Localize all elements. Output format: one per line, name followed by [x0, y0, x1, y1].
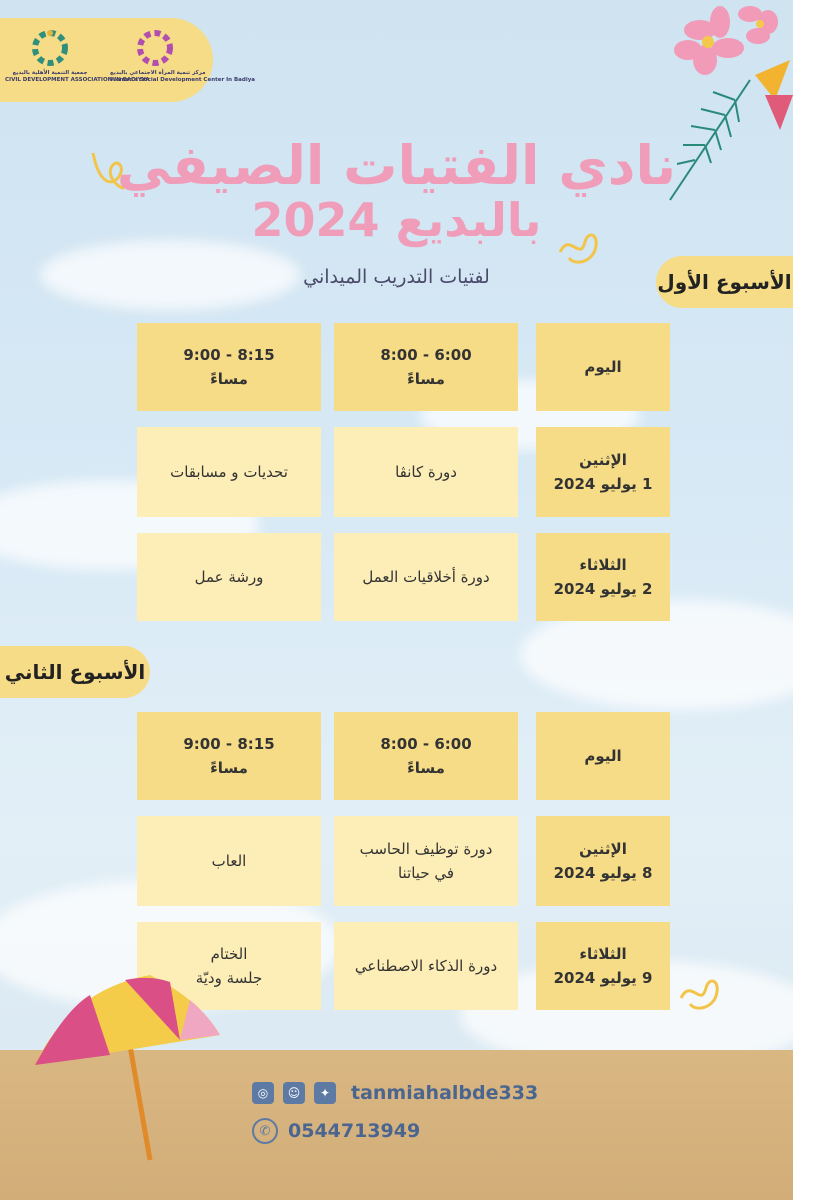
header-slot1-period: مساءً [407, 370, 445, 388]
header-slot2-period: مساءً [210, 759, 248, 777]
header-day-label: اليوم [584, 747, 622, 765]
day-date: 9 يوليو 2024 [553, 969, 653, 987]
swirl-decoration-icon [676, 968, 726, 1018]
page-title-line1: نادي الفتيات الصيفي [116, 134, 677, 197]
day-name: الإثنين [579, 451, 627, 469]
beach-umbrella-icon [30, 970, 230, 1170]
day-cell [536, 427, 670, 517]
header-slot1-period: مساءً [407, 759, 445, 777]
day-name: الثلاثاء [579, 945, 627, 963]
logo-caption-ar: مركز تنمية المرأة الاجتماعي بالبديع [110, 70, 206, 76]
header-slot2-period: مساءً [210, 370, 248, 388]
day-date: 8 يوليو 2024 [553, 864, 653, 882]
day-cell [536, 816, 670, 906]
header-day-label: اليوم [584, 358, 622, 376]
header-slot1-time: 6:00 - 8:00 [380, 735, 472, 753]
activity-label: الختام [210, 945, 248, 963]
snapchat-icon[interactable]: ☺ [283, 1082, 305, 1104]
page-subtitle: لفتيات التدريب الميداني [303, 266, 490, 288]
twitter-icon[interactable]: ✦ [314, 1082, 336, 1104]
day-cell [536, 922, 670, 1010]
instagram-icon[interactable]: ◎ [252, 1082, 274, 1104]
week1-label: الأسبوع الأول [656, 256, 793, 308]
activity-cell [137, 816, 321, 906]
header-slot2-cell [137, 323, 321, 411]
header-day-cell [536, 712, 670, 800]
logo-banner [0, 18, 255, 102]
social-handle[interactable]: tanmiahalbde333 [351, 1082, 539, 1104]
logo-caption-ar: جمعية التنمية الأهلية بالبديع [12, 70, 88, 76]
logo-caption-en: CIVIL DEVELOPMENT ASSOCIATION IN BADIYYA [5, 77, 150, 83]
logo-civil-association [5, 26, 150, 84]
activity-cell [334, 427, 518, 517]
day-date: 2 يوليو 2024 [553, 580, 653, 598]
activity-label: ورشة عمل [194, 568, 264, 586]
activity-label: دورة كانڤا [395, 463, 457, 481]
page-title-line2: بالبديع 2024 [251, 193, 542, 247]
activity-cell [334, 533, 518, 621]
activity-label: دورة توظيف الحاسب [359, 840, 493, 858]
phone-icon: ✆ [252, 1118, 278, 1144]
day-name: الثلاثاء [579, 556, 627, 574]
activity-cell [334, 816, 518, 906]
header-day-cell [536, 323, 670, 411]
activity-label: جلسة وديّة [195, 969, 263, 987]
logo-women-center [110, 26, 255, 84]
logo-caption-en: Women's Social Development Center In Badiya [110, 77, 255, 83]
header-slot2-time: 8:15 - 9:00 [183, 735, 275, 753]
logo-ring-icon [133, 26, 177, 70]
activity-label: تحديات و مسابقات [170, 463, 288, 481]
day-cell [536, 533, 670, 621]
logo-ring-icon [28, 26, 72, 70]
day-name: الإثنين [579, 840, 627, 858]
social-row [252, 1082, 538, 1104]
activity-label: في حياتنا [397, 864, 455, 882]
header-slot1-cell [334, 323, 518, 411]
header-slot2-time: 8:15 - 9:00 [183, 346, 275, 364]
activity-cell [334, 922, 518, 1010]
week2-label: الأسبوع الثاني [0, 646, 150, 698]
activity-label: دورة أخلاقيات العمل [362, 568, 490, 586]
activity-label: دورة الذكاء الاصطناعي [354, 957, 498, 975]
header-slot2-cell [137, 712, 321, 800]
day-date: 1 يوليو 2024 [553, 475, 653, 493]
header-slot1-cell [334, 712, 518, 800]
activity-cell [137, 427, 321, 517]
header-slot1-time: 6:00 - 8:00 [380, 346, 472, 364]
activity-label: العاب [211, 852, 247, 870]
phone-number[interactable]: 0544713949 [288, 1120, 421, 1142]
activity-cell [137, 533, 321, 621]
phone-row [252, 1118, 420, 1144]
